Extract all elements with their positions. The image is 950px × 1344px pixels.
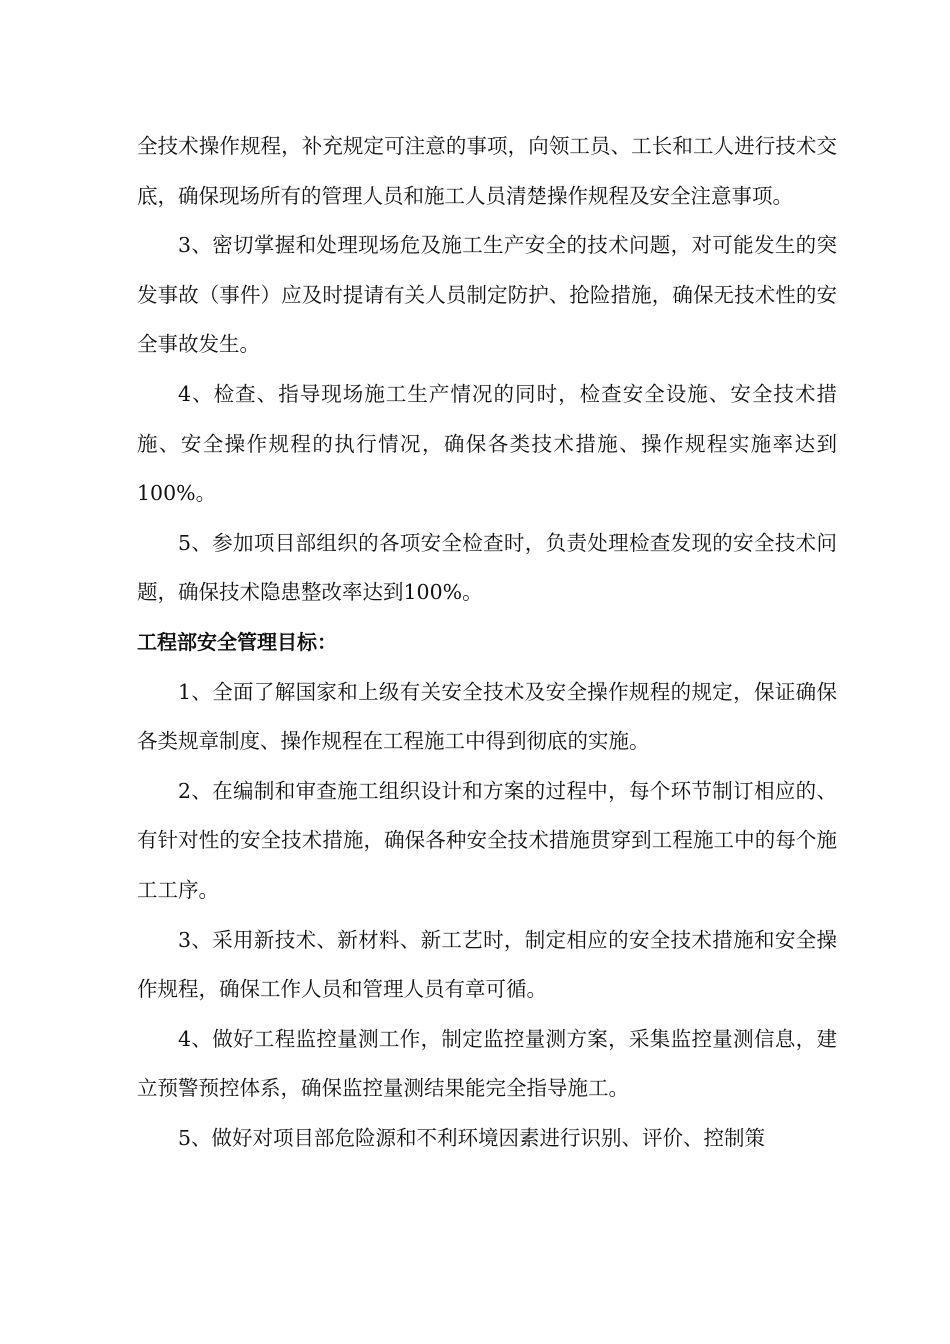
section2-heading: 工程部安全管理目标： <box>137 629 337 654</box>
document-body <box>137 122 837 1163</box>
section1-item-3: 3、密切掌握和处理现场危及施工生产安全的技术问题，对可能发生的突发事故（事件）应及时提请有关人员制定防护、抢险措施，确保无技术性的安全事故发生。 <box>137 233 837 357</box>
section1-item-5: 5、参加项目部组织的各项安全检查时，负责处理检查发现的安全技术问题，确保技术隐患整改率达到100%。 <box>137 530 837 605</box>
section2-item-4: 4、做好工程监控量测工作，制定监控量测方案，采集监控量测信息，建立预警预控体系，确保监控量测结果能完全指导施工。 <box>137 1026 837 1101</box>
continued-paragraph: 全技术操作规程，补充规定可注意的事项，向领工员、工长和工人进行技术交底，确保现场所有的管理人员和施工人员清楚操作规程及安全注意事项。 <box>137 134 837 208</box>
section2-item-2: 2、在编制和审查施工组织设计和方案的过程中，每个环节制订相应的、有针对性的安全技术措施，确保各种安全技术措施贯穿到工程施工中的每个施工工序。 <box>137 778 837 902</box>
section2-item-5: 5、做好对项目部危险源和不利环境因素进行识别、评价、控制策 <box>178 1125 766 1150</box>
section2-item-1: 1、全面了解国家和上级有关安全技术及安全操作规程的规定，保证确保各类规章制度、操作规程在工程施工中得到彻底的实施。 <box>137 679 837 754</box>
section1-item-4: 4、检查、指导现场施工生产情况的同时，检查安全设施、安全技术措施、安全操作规程的执行情况，确保各类技术措施、操作规程实施率达到100%。 <box>137 381 837 506</box>
section2-item-3: 3、采用新技术、新材料、新工艺时，制定相应的安全技术措施和安全操作规程，确保工作人员和管理人员有章可循。 <box>137 927 837 1002</box>
